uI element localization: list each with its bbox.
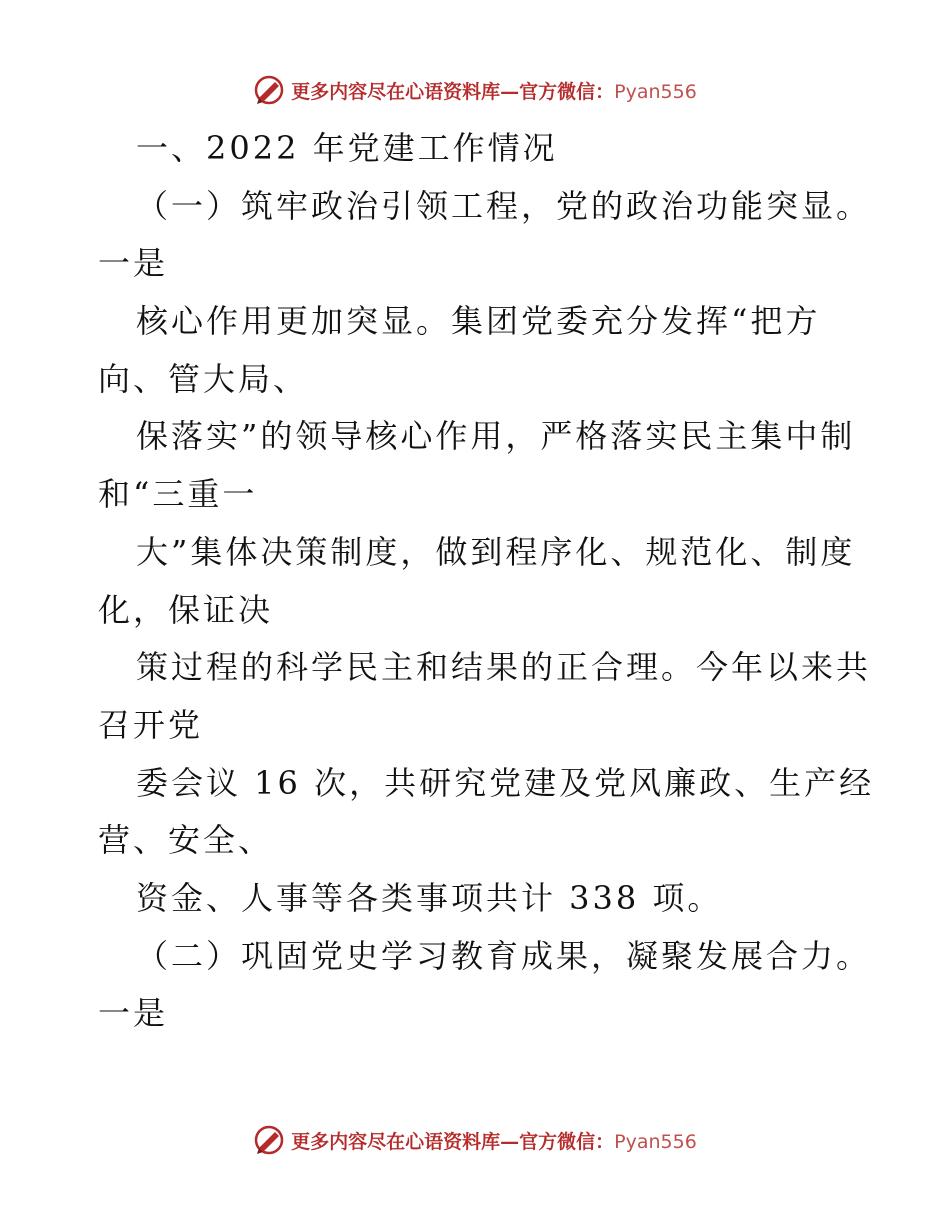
paragraph-line: 核心作用更加突显。集团党委充分发挥“把方 <box>136 302 821 341</box>
watermark-text: 更多内容尽在心语资料库—官方微信： <box>291 1130 615 1153</box>
paragraph-line: 一是 <box>98 994 169 1033</box>
section-heading: 一、2022 年党建工作情况 <box>136 129 558 167</box>
watermark-handle: Pyan556 <box>614 1130 697 1153</box>
watermark-handle: Pyan556 <box>614 80 697 103</box>
watermark-footer <box>0 1120 950 1160</box>
paragraph-line: 和“三重一 <box>98 475 258 514</box>
paragraph-line: 资金、人事等各类事项共计 338 项。 <box>136 878 723 917</box>
paragraph-line: （一）筑牢政治引领工程，党的政治功能突显。 <box>136 186 872 225</box>
paragraph-line: 向、管大局、 <box>98 359 309 398</box>
document-body <box>98 120 878 1043</box>
pen-logo-icon <box>253 74 285 106</box>
paragraph-line: 策过程的科学民主和结果的正合理。今年以来共 <box>136 648 872 687</box>
paragraph-line: 委会议 16 次，共研究党建及党风廉政、生产经 <box>136 763 875 802</box>
paragraph-line: 大”集体决策制度，做到程序化、规范化、制度 <box>136 532 856 571</box>
paragraph-line: 保落实”的领导核心作用，严格落实民主集中制 <box>136 417 856 456</box>
watermark-text: 更多内容尽在心语资料库—官方微信： <box>291 80 615 103</box>
paragraph-line: 化，保证决 <box>98 590 274 629</box>
paragraph-line: 召开党 <box>98 705 204 744</box>
pen-logo-icon <box>253 1124 285 1156</box>
watermark-header <box>0 70 950 110</box>
paragraph-line: 一是 <box>98 244 169 283</box>
paragraph-line: （二）巩固党史学习教育成果，凝聚发展合力。 <box>136 936 872 975</box>
paragraph-line: 营、安全、 <box>98 821 274 860</box>
